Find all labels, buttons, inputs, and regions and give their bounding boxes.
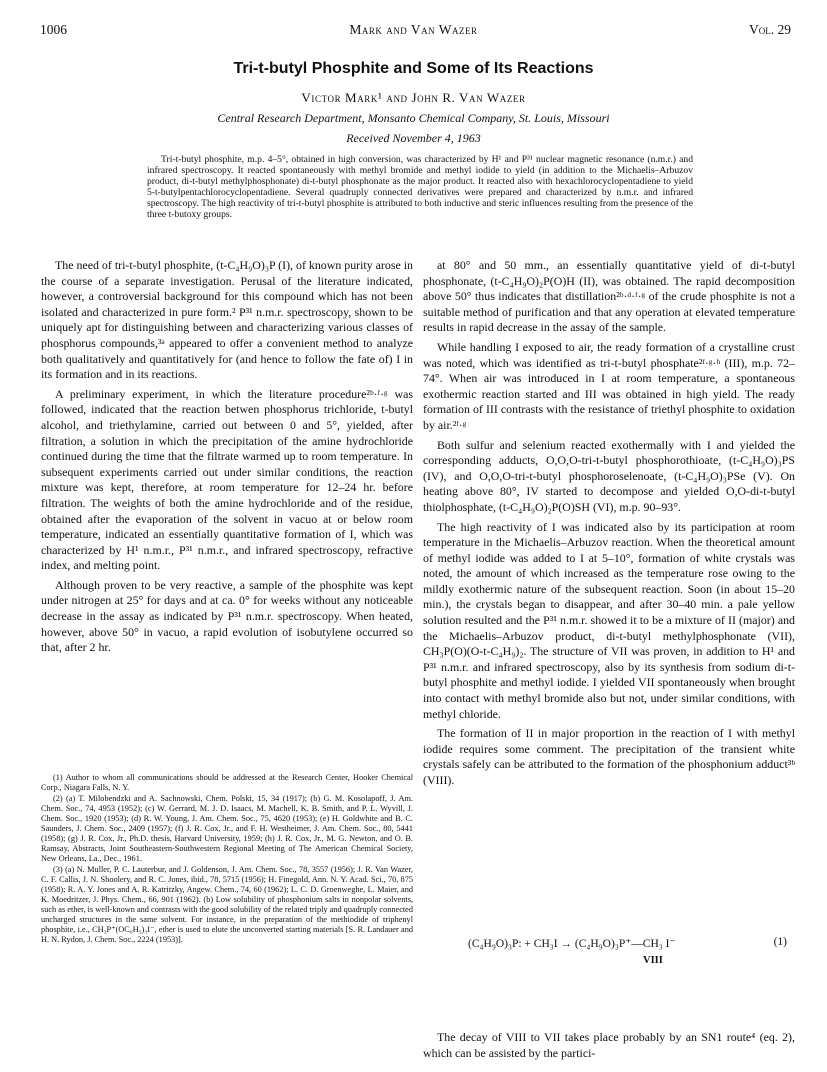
paragraph: The need of tri-t-butyl phosphite, (t-C₄H₉O)₃P (I), of known purity arose in the course of a separate investigation. Perusal of the literature indicated, however, a controversial background for this compound which has not been isolated and characterized in pure form.² P³¹ n.m.r. spectroscopy, shown to be uniquely apt for distinguishing between and characterizing various classes of phosphorus compounds,³ᵃ appeared to offer a convenient method to analyze both qualitatively and quantitatively for (and hence to follow the fate of) I in its formation and in its reactions. xyxy=(41,258,413,382)
footnote: (2) (a) T. Milobendzki and A. Sachnowski, Chem. Polski, 15, 34 (1917); (b) G. M. Kosolapoff, J. Am. Chem. Soc., 74, 4953 (1952); (c) W. Gerrard, M. J. D. Isaacs, M. Machell, K. B. Smith, and P. L. Wyvill, J. Chem. Soc., 1920 (1953); (d) R. W. Young, J. Am. Chem. Soc., 75, 4620 (1953); (e) H. Goldwhite and B. C. Saunders, J. Chem. Soc., 2409 (1957); (f) J. R. Cox, Jr., and F. H. Westheimer, J. Am. Chem. Soc., 80, 5441 (1958); (g) J. R. Cox, Jr., Ph.D. thesis, Harvard University, 1959; (h) J. R. Cox, Jr., M. G. Newton, and O. B. Ramsay, Abstracts, Joint Southeastern-Southwestern Regional Meeting of The American Chemical Society, New Orleans, La., Dec., 1961. xyxy=(41,794,413,863)
equation-compound-label: VIII xyxy=(643,955,663,966)
footnote: (1) Author to whom all communications should be addressed at the Research Center, Hooker Chemical Corp., Niagara Falls, N. Y. xyxy=(41,773,413,792)
footnotes xyxy=(41,773,413,946)
left-column xyxy=(41,258,413,660)
author-byline: Victor Mark¹ and John R. Van Wazer xyxy=(301,90,526,105)
affiliation: Central Research Department, Monsanto Chemical Company, St. Louis, Missouri xyxy=(217,111,610,125)
paragraph: While handling I exposed to air, the ready formation of a crystalline crust was noted, which was identified as tri-t-butyl phosphate²ᶠ·ᵍ·ʰ (III), m.p. 72–74°. When air was introduced in I at room temperature, a spontaneous exothermic reaction started and III was obtained in high yield. The ready formation of III contrasts with the resistance of triethyl phosphite to oxidation by air.²ᶠ·ᵍ xyxy=(423,339,795,432)
paragraph: Both sulfur and selenium reacted exothermally with I and yielded the corresponding adducts, O,O,O-tri-t-butyl phosphorothioate, (t-C₄H₉O)₃PS (IV), and O,O,O-tri-t-butyl phosphoroselenoate, (t-C₄H₉O)₃PSe (V). On heating above 80°, IV started to decompose and yielded O,O-di-t-butyl thiolphosphate, (t-C₄H₉O)₂P(O)SH (VI), m.p. 90–93°. xyxy=(423,437,795,514)
page-number: 1006 xyxy=(40,22,67,37)
paragraph: at 80° and 50 mm., an essentially quantitative yield of di-t-butyl phosphonate, (t-C₄H₉O)₂P(O)H (II), was obtained. The rapid decomposition above 50° thus indicates that distillation²ᵇ·ᵈ·ᶠ·ᵍ of the crude phosphite is not a suitable method of purification and that any operation at elevated temperature results in rapid decrease in the assay of the sample. xyxy=(423,258,795,335)
paragraph: The decay of VIII to VII takes place probably by an SN1 route⁴ (eq. 2), which can be assisted by the partici- xyxy=(423,1030,795,1060)
volume-label: Vol. 29 xyxy=(749,22,791,37)
equation xyxy=(423,936,795,976)
running-title: Mark and Van Wazer xyxy=(349,22,478,37)
paragraph: The formation of II in major proportion in the reaction of I with methyl iodide requires some comment. The precipitation of the transient white crystals safely can be attributed to the formation of the phosphonium adduct³ᵇ (VIII). xyxy=(423,726,795,787)
equation-text: (C₄H₉O)₃P: + CH₃I → (C₄H₉O)₃P⁺—CH₃ I⁻ xyxy=(468,938,676,950)
abstract: Tri-t-butyl phosphite, m.p. 4–5°, obtained in high conversion, was characterized by H¹ and P³¹ nuclear magnetic resonance (n.m.r.) and infrared spectroscopy. It reacted spontaneously with methyl bromide and methyl iodide to yield (in addition to the Michaelis–Arbuzov product, di-t-butyl methylphosphonate) di-t-butyl phosphonate as the major product. It reacted also with hexachlorocyclopentadiene to yield 5-t-butylpentachlorocyclopentadiene. Several quadruply connected derivatives were prepared and characterized by n.m.r. and infrared spectroscopy. The high reactivity of tri-t-butyl phosphite is attributed to both inductive and steric influences resulting from the presence of the three t-butoxy groups. xyxy=(147,154,693,220)
paragraph: A preliminary experiment, in which the literature procedure²ᵇ·ᶠ·ᵍ was followed, indicated that the reaction betwen phosphorus trichloride, t-butyl alcohol, and triethylamine, carried out between 0 and 5°, yielded, after filtration, a solution in which the precipitation of the amine hydrochloride continued during the time that the filtrate warmed up to room temperature. In subsequent experiments carried out under similar conditions, the reaction mixture was kept, therefore, at room temperature for 12–24 hr. before filtration. The weights of both the amine hydrochloride and of the residue, obtained after the evaporation of the solvent in vacuo at or below room temperature, indicated an essentially quantitative formation of I, which was characterized by H¹ n.m.r., P³¹ n.m.r., and infrared spectroscopy, refractive index, and melting point. xyxy=(41,386,413,573)
equation-number: (1) xyxy=(773,936,787,948)
paragraph: Although proven to be very reactive, a sample of the phosphite was kept under nitrogen at 25° for days and at ca. 0° for weeks without any noticeable decrease in the assay as indicated by P³¹ n.m.r. spectroscopy. When heated, however, above 50° in vacuo, a rapid evolution of isobutylene occurred so that, after 2 hr. xyxy=(41,577,413,655)
paragraph: The high reactivity of I was indicated also by its participation at room temperature in the Michaelis–Arbuzov reaction. When the theoretical amount of methyl iodide was added to I at 5–10°, formation of white crystals was noted, the amount of which increased as the temperature rose owing to the mildly exothermic nature of the subsequent reaction. Soon (in about 15–20 min.), the crystals began to disappear, and after 30–40 min. a pale yellow solution resulted and the P³¹ n.m.r. showed it to be a mixture of II (major) and the Michaelis–Arbuzov product, di-t-butyl methylphosphonate (VII), CH₃P(O)(O-t-C₄H₉)₂. The structure of VII was proven, in addition to H¹ and P³¹ n.m.r. and infrared spectroscopy, also by its synthesis from sodium di-t-butyl phosphite and methyl iodide. I yielded VII spontaneously when brought into contact with methyl bromide also but not, under similar conditions, with methyl chloride. xyxy=(423,519,795,721)
right-column xyxy=(423,258,795,793)
footnote: (3) (a) N. Muller, P. C. Lauterbur, and J. Goldenson, J. Am. Chem. Soc., 78, 3557 (1956); J. R. Van Wazer, C. F. Callis, J. N. Shoolery, and R. C. Jones, ibid., 78, 5715 (1956); H. Finegold, Ann. N. Y. Acad. Sci., 70, 875 (1958); R. A. Y. Jones and A. R. Katritzky, Angew. Chem., 74, 60 (1962); L. C. D. Groenweghe, L. Maier, and K. Moedritzer, J. Phys. Chem., 66, 901 (1962). (b) Low solubility of phosphonium salts in nonpolar solvents, such as ether, is well-known and contrasts with the good solubility of the related triply and quadruply connected uncharged structures in the same solvent. For instance, in the preparation of the methiodide of triphenyl phosphite, i.e., CH₃P⁺(OC₆H₅)₃I⁻, ether is used to elute the unconverted starting materials [S. R. Landauer and H. N. Rydon, J. Chem. Soc., 2224 (1953)]. xyxy=(41,865,414,944)
article-title: Tri-t-butyl Phosphite and Some of Its Reactions xyxy=(233,60,594,77)
received-date: Received November 4, 1963 xyxy=(346,131,481,145)
